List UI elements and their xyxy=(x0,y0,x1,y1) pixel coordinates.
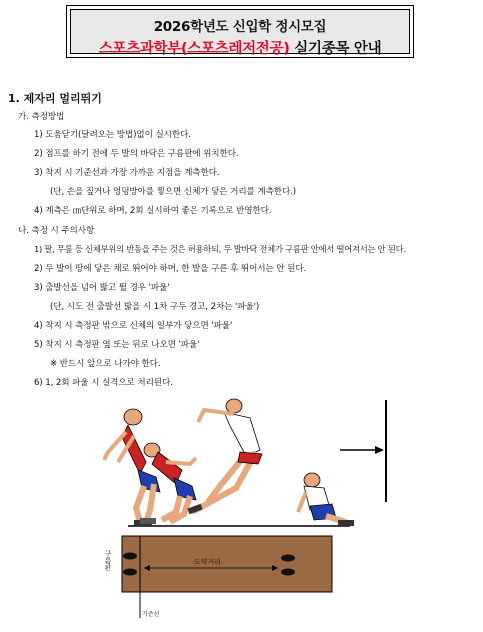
section-title: 1. 제자리 멀리뛰기 xyxy=(8,92,102,105)
athlete-landing-figure xyxy=(298,473,354,526)
title-line-2 xyxy=(71,37,409,58)
title-line-1: 2026학년도 신입학 정시모집 xyxy=(153,19,327,35)
caution-item: 2) 두 발이 땅에 닿은 채로 뛰어야 하며, 한 발을 구른 후 뛰어서는 안 된다. xyxy=(34,264,307,274)
long-jump-illustration xyxy=(100,392,410,624)
board-label: 구름판 xyxy=(104,550,112,571)
title-suffix: 실기종목 안내 xyxy=(289,41,382,57)
caution-note: (단, 시도 전 출발선 밟을 시 1차 구두 경고, 2차는 '파울') xyxy=(50,302,260,312)
caution-item: 6) 1, 2회 파울 시 실격으로 처리된다. xyxy=(34,378,173,388)
method-item: 3) 착지 시 기준선과 가장 가까운 지점을 계측한다. xyxy=(34,168,220,178)
method-item: 4) 계측은 ㎝단위로 하며, 2회 실시하여 좋은 기록으로 반영한다. xyxy=(34,206,272,216)
caution-note: ※ 반드시 앞으로 나가야 한다. xyxy=(50,359,161,369)
caution-item: 4) 착지 시 측정판 밖으로 신체의 일부가 닿으면 '파울' xyxy=(34,321,233,331)
distance-label: 도약거리 xyxy=(194,558,222,566)
target-post-icon xyxy=(340,400,386,502)
method-note: (단, 손을 짚거나 엉덩방아를 찧으면 신체가 닿은 거리를 계측한다.) xyxy=(50,187,297,197)
title-major: 스포츠과학부(스포츠레저전공) xyxy=(98,41,290,57)
measuring-board xyxy=(122,536,332,592)
sub-heading-method: 가. 측정방법 xyxy=(18,112,65,122)
athlete-takeoff-figure xyxy=(104,409,160,526)
caution-item: 5) 착지 시 측정판 옆 또는 뒤로 나오면 '파울' xyxy=(34,340,200,350)
title-box xyxy=(66,5,414,58)
method-item: 1) 도움닫기(달려오는 방법)없이 실시한다. xyxy=(34,130,191,140)
caution-item: 3) 출발선을 넘어 밟고 뛸 경우 '파울' xyxy=(34,283,170,293)
caution-item: 1) 팔, 무릎 등 신체부위의 반동을 주는 것은 허용하되, 두 발바닥 전체가 구름판 안에서 떨어져서는 안 된다. xyxy=(34,244,406,254)
sub-heading-caution: 나. 측정 시 주의사항 xyxy=(18,226,95,236)
title-inner xyxy=(70,9,410,57)
athlete-flight-figure xyxy=(187,399,262,514)
baseline-label: 기준선 xyxy=(142,611,160,618)
method-item: 2) 점프를 하기 전에 두 발의 바닥은 구름판에 위치한다. xyxy=(34,149,239,159)
